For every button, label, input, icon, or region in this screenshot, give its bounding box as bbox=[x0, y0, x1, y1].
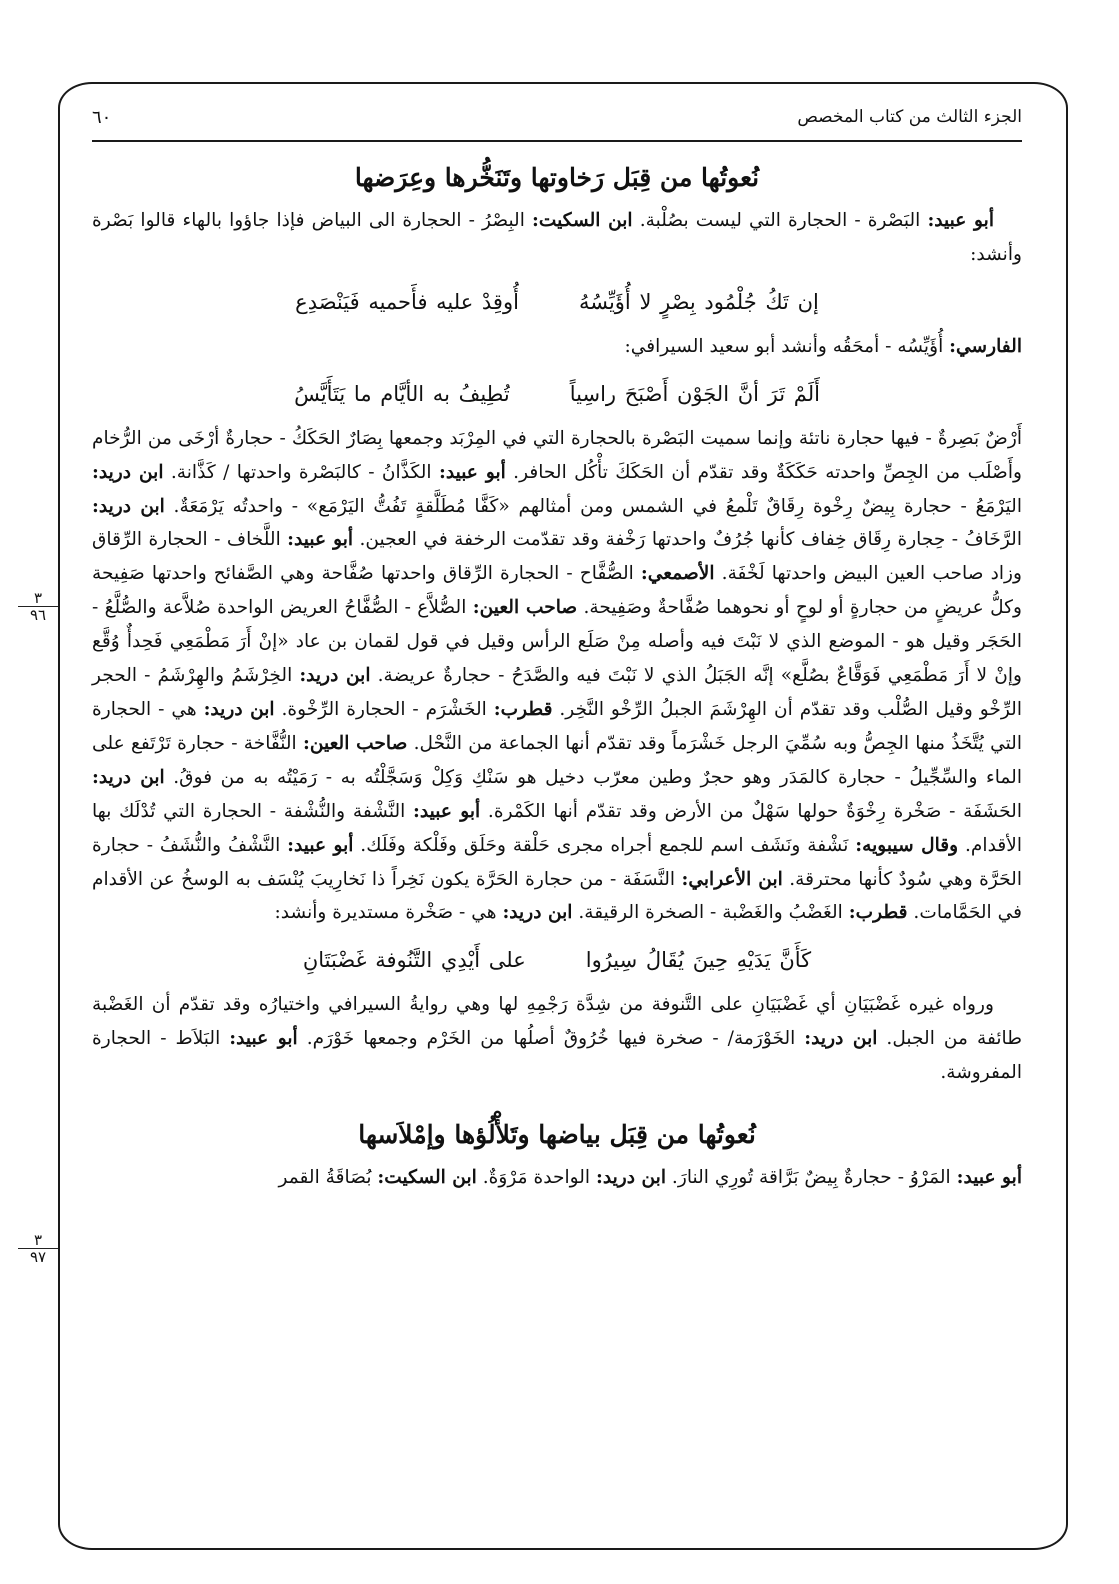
paragraph-text: ورواه غيره غَضْبَيَانِ أي غَضْبَيَانِ على التَّنوفة من شِدَّة رَجْمِهِ لها وهي روايةُ السيرافي واختيارُه وقد تقدّم أن الغَضْبة طائفة من الجبل. bbox=[92, 994, 1022, 1050]
margin-reference-1-top: ٣ bbox=[18, 590, 58, 607]
author-name: الفارسي: bbox=[949, 335, 1022, 357]
author-name: صاحب العين: bbox=[302, 732, 408, 754]
author-name: الأصمعي: bbox=[640, 563, 715, 585]
verse-hemistich: إن تَكُ جُلْمُود بِصْرٍ لا أُؤَيِّسُهُ bbox=[578, 289, 819, 314]
paragraph-text: النَّشْفة والنُّشْفة - الحجارة التي تُدْلَك بها الأقدام. bbox=[92, 800, 1023, 856]
paragraph-text: اللَّخاف - الحجارة الرِّقاق وزاد صاحب العين البيض واحدتها لَخْفَة. bbox=[92, 529, 1022, 585]
author-name: ابن السكيت: bbox=[532, 210, 633, 231]
author-name: ابن السكيت: bbox=[377, 1167, 477, 1189]
author-name: ابن دريد: bbox=[502, 902, 573, 924]
paragraph-text: الواحدة مَرْوَةٌ. bbox=[476, 1167, 596, 1189]
page-header bbox=[92, 100, 1022, 142]
author-name: ابن دريد: bbox=[92, 766, 165, 788]
paragraph-4 bbox=[92, 988, 1022, 1090]
paragraph-text: الحَشَفَة - صَخْرة رِخْوَةٌ حولها سَهْلٌ من الأرض وقد تقدّم أنها الكَمْرة. bbox=[480, 800, 1022, 822]
paragraph-text: المَرْوُ - حجارةٌ بِيضٌ بَرَّاقة تُورِي النارَ. bbox=[666, 1167, 957, 1189]
running-title: الجزء الثالث من كتاب المخصص bbox=[797, 107, 1022, 127]
paragraph-text: الغَضْبُ والغَضْبة - الصخرة الرقيقة. bbox=[572, 902, 849, 924]
paragraph-5 bbox=[92, 1161, 1022, 1195]
margin-reference-1 bbox=[18, 590, 58, 623]
author-name: وقال سيبويه: bbox=[855, 834, 959, 856]
verse-1 bbox=[92, 290, 1022, 314]
author-name: ابن دريد: bbox=[92, 461, 164, 483]
verse-hemistich: على أَيْدِي التَّنُوفة غَضْبَتَانِ bbox=[302, 948, 526, 973]
paragraph-3 bbox=[92, 422, 1022, 931]
paragraph-text: أُؤَيِّسُه - أمحَقُه وأنشد أبو سعيد السيرافي: bbox=[624, 335, 950, 357]
verse-hemistich: أُوقِدْ عليه فأَحميه فَيَنْصَدِع bbox=[295, 289, 519, 314]
author-name: أبو عبيد: bbox=[229, 1028, 298, 1050]
author-name: قطرب: bbox=[493, 698, 553, 720]
page-content bbox=[92, 155, 1022, 1195]
paragraph-text: الرَّخَافُ - حِجارة رِقَاق خِفاف كأنها جُرُفٌ واحدتها رَخْفة وقد تقدّمت الرخفة في العجين. bbox=[353, 529, 1022, 551]
margin-reference-1-bottom: ٩٦ bbox=[29, 606, 47, 624]
paragraph-text: بُصَاقَةُ القمر bbox=[278, 1167, 378, 1189]
author-name: أبو عبيد: bbox=[956, 1167, 1022, 1189]
author-name: قطرب: bbox=[848, 902, 908, 924]
verse-hemistich: أَلَمْ تَرَ أنَّ الجَوْن أَصْبَحَ راسِياً bbox=[569, 381, 820, 406]
author-name: أبو عبيد: bbox=[287, 834, 354, 856]
author-name: أبو عبيد: bbox=[413, 800, 481, 822]
section-title-1: نُعوتُها من قِبَل رَخاوتها وتَنَخُّرها وعِرَضها bbox=[354, 163, 760, 192]
paragraph-text: الكَذَّانُ - كالبَصْرة واحدتها / كَذَّانة. bbox=[163, 461, 439, 483]
paragraph-text: البَصْرة - الحجارة التي ليست بصُلْبة. bbox=[632, 210, 928, 231]
paragraph-text: الصُّفَّاح - الحجارة الرِّقاق واحدتها صُفَّاحة وهي الصَّفائح واحدتها صَفِيحة وكلُّ عريضٍ من حجارةٍ أو لوحٍ أو نحوهما صُفَّاحةٌ وصَفِيحة. bbox=[92, 563, 1022, 619]
author-name: ابن دريد: bbox=[804, 1028, 878, 1050]
paragraph-text: هي - صَخْرة مستديرة وأنشد: bbox=[274, 902, 503, 924]
margin-reference-2-top: ٣ bbox=[18, 1232, 58, 1249]
author-name: ابن دريد: bbox=[595, 1167, 667, 1189]
paragraph-text: أَرْضٌ بَصِرةٌ - فيها حجارة ناتئة وإنما سميت البَصْرة بالحجارة التي في المِرْبَد وجمعها بِصَارٌ الحَكَكُ - حجارةٌ أرْخَى من الرُّخام وأَصْلَب من الجِصِّ واحدته حَكَكَةٌ وقد تقدّم أن الحَكَكَ تأْكُل الحافر. bbox=[92, 427, 1022, 483]
paragraph-1 bbox=[92, 204, 1022, 272]
paragraph-2 bbox=[92, 330, 1022, 364]
paragraph-text: البَلاَط - الحجارة المفروشة. bbox=[92, 1028, 1022, 1084]
paragraph-text: البِصْرُ - الحجارة الى البياض فإذا جاؤوا بالهاء قالوا بَصْرة وأنشد: bbox=[92, 210, 1022, 265]
paragraph-text: اليَرْمَعُ - حجارة بِيضٌ رِخْوة رِقَاقٌ تَلْمعُ في الشمس ومن أمثالهم «كَفَّا مُطَلَّقةٍ تَفُتُّ اليَرْمَع» - واحدتُه يَرْمَعَةٌ. bbox=[164, 495, 1022, 517]
author-name: أبو عبيد: bbox=[927, 210, 994, 231]
author-name: ابن دريد: bbox=[92, 495, 165, 517]
author-name: أبو عبيد: bbox=[287, 529, 354, 551]
paragraph-text: الصُّلاَّع - الصُّفَّاحُ العريض الواحدة صُلاَّعة والصُّلَّعُ - الحَجَر وقيل هو - الموضع الذي لا نَبْتَ فيه وأصله مِنْ صَلَع الرأس وقيل في قول لقمان بن عاد «إنْ أَرَ مَطْمَعِي فَحِدأٌ وُقَّع وإنْ لا أَرَ مَطْمَعِي فَوَقَّاعٌ بصُلَّع» إنَّه الجَبَلُ الذي لا نَبْتَ فيه والصَّدَحُ - حجارةٌ عريضة. bbox=[92, 597, 1023, 687]
section-title-2: نُعوتُها من قِبَل بياضها وتَلأْلُؤها وإمْلاَسها bbox=[358, 1120, 756, 1150]
author-name: ابن الأعرابي: bbox=[681, 868, 783, 890]
author-name: أبو عبيد: bbox=[438, 461, 506, 483]
paragraph-text: نَشْفة ونَشَف اسم للجمع أجراه مجرى حَلْقة وحَلَق وفَلْكة وفَلَك. bbox=[353, 834, 856, 856]
page-number: ٦٠ bbox=[92, 106, 112, 128]
paragraph-text: النَّشْفُ والنُّشَفُ - حجارة الحَرَّة وهي سُودٌ كأنها محترقة. bbox=[92, 834, 1023, 890]
author-name: ابن دريد: bbox=[203, 698, 275, 720]
margin-reference-2 bbox=[18, 1232, 58, 1265]
author-name: صاحب العين: bbox=[472, 597, 578, 619]
verse-hemistich: كَأَنَّ يَدَيْهِ حِينَ يُقَالُ سِيرُوا bbox=[585, 948, 812, 973]
paragraph-text: هي - الحجارة التي يُتَّخَذُ منها الجِصُّ وبه سُمِّيَ الرجل خَشْرَماً وقد تقدّم أنها الجماعة من النَّحْل. bbox=[92, 698, 1023, 754]
paragraph-text: النُّفَّاخة - حجارة تَرْتَفع على الماء والسِّجِّيلُ - حجارة كالمَدَر وهو حجرٌ وطين معرّب دخيل هو سَنْكِ وَكِلْ وَسَجَّلْتُه به - رَمَيْتُه به من فوقُ. bbox=[92, 732, 1022, 788]
paragraph-text: الخِرْشَمُ والهِرْشَمُ - الحجر الرِّخْو وقيل الصُّلْب وقد تقدّم أن الهِرْشَمَ الجبلُ الرِّخْو النَّخِر. bbox=[92, 665, 1022, 720]
margin-reference-2-bottom: ٩٧ bbox=[29, 1248, 47, 1266]
paragraph-text: الخَوْرَمة/ - صخرة فيها خُرُوقٌ أصلُها من الخَرْم وجمعها خَوْرَم. bbox=[297, 1028, 805, 1050]
verse-3 bbox=[92, 948, 1022, 972]
verse-hemistich: تُطِيفُ به الأيَّام ما يَتَأَيَّسُ bbox=[294, 381, 510, 406]
author-name: ابن دريد: bbox=[299, 665, 371, 687]
paragraph-text: النَّسَفَة - من حجارة الحَرَّة يكون نَخِراً ذا نَخارِيبَ يُنْسَف به الوسخُ عن الأقدام في الحَمَّامات. bbox=[92, 868, 1022, 924]
paragraph-text: الخَشْرَم - الحجارة الرِّخْوة. bbox=[274, 698, 494, 720]
verse-2 bbox=[92, 382, 1022, 406]
